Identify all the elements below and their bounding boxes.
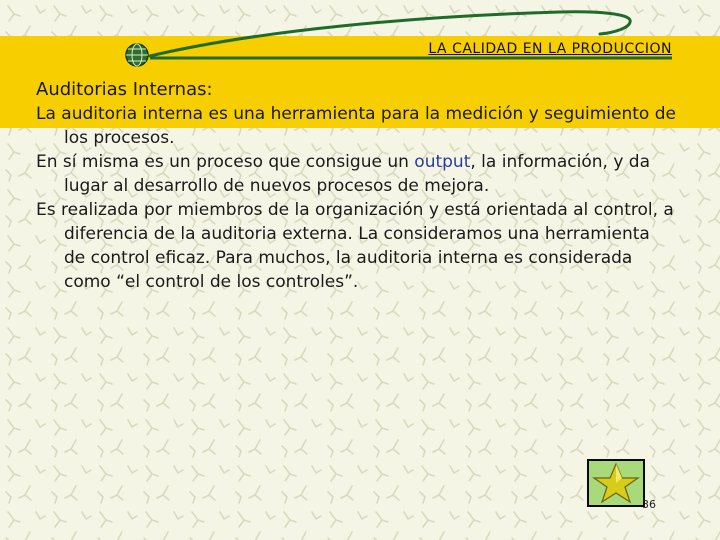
paragraph-3: Es realizada por miembros de la organización y está orientada al control, a diferencia de la auditoria externa. La consideramos una herramienta de control eficaz. Para muchos, la auditoria interna es considerada como “el control de los controles”. [36,200,674,292]
paragraph-2-end: , la información, y da lugar al desarrollo de nuevos procesos de mejora. [64,152,651,196]
paragraph-2-start: En sí misma es un proceso que consigue un [36,152,415,172]
page-number: 36 [642,498,656,511]
slide-body [36,78,676,294]
star-action-button[interactable] [587,459,645,507]
paragraph-2 [36,150,676,198]
header-swoosh [0,0,720,70]
slide-title: LA CALIDAD EN LA PRODUCCION [428,41,672,57]
globe-icon [124,42,150,68]
paragraph-1: La auditoria interna es una herramienta para la medición y seguimiento de los procesos. [36,104,676,148]
output-term: output [414,152,471,172]
section-heading: Auditorias Internas: [36,79,213,100]
star-icon [589,461,643,505]
